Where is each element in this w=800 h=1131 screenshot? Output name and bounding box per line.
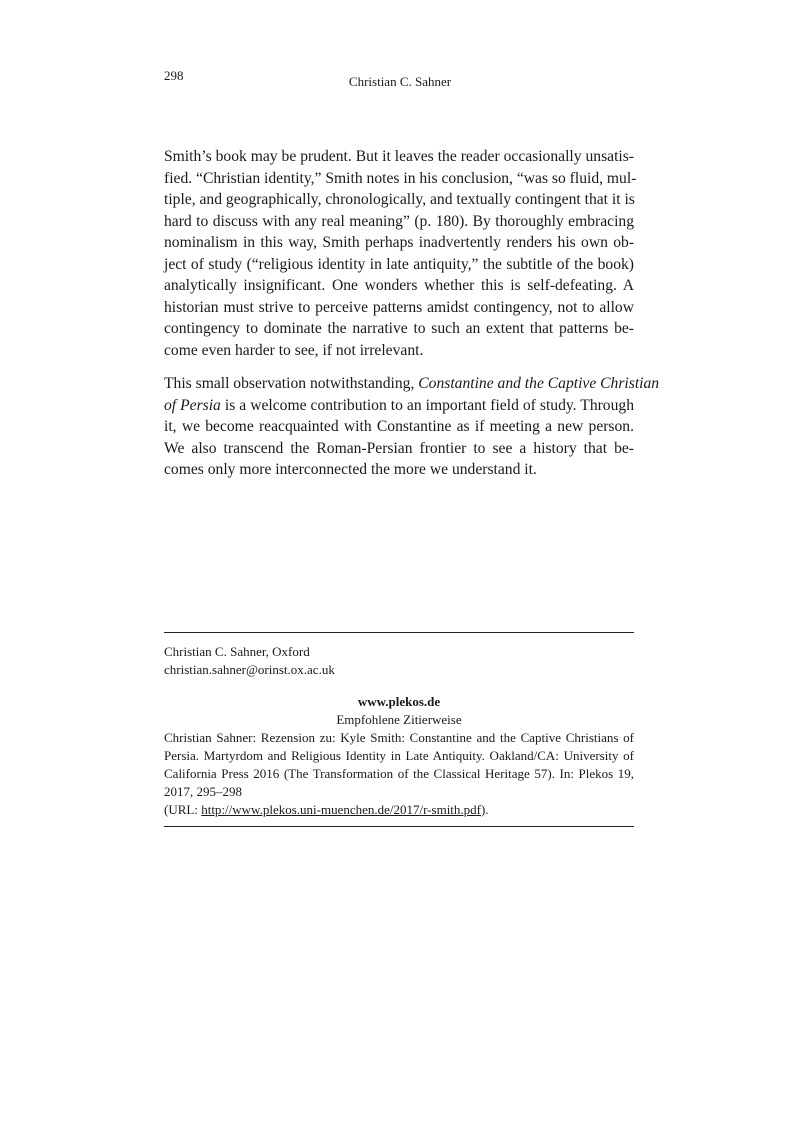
text-line: fied. “Christian identity,” Smith notes in his conclusion, “was so fluid, mul- xyxy=(164,169,637,187)
text-line: nominalism in this way, Smith perhaps inadvertently renders his own ob- xyxy=(164,234,634,251)
text-line: come even harder to see, if not irrelevant. xyxy=(164,341,424,359)
citation-url-line xyxy=(164,801,634,819)
text-line: historian must strive to perceive patterns amidst contingency, not to allow xyxy=(164,298,634,316)
text-line: tiple, and geographically, chronologically, and textually contingent that it is xyxy=(164,191,635,208)
citation-line: Persia. Martyrdom and Religious Identity in Late Antiquity. Oakland/CA: University of xyxy=(164,748,634,763)
text-span: is a welcome contribution to an important field of study. Through xyxy=(220,396,634,414)
paragraph-1 xyxy=(164,146,637,361)
signature xyxy=(164,643,634,679)
text-line: Smith’s book may be prudent. But it leaves the reader occasionally unsatis- xyxy=(164,148,634,165)
text-line: analytically insignificant. One wonders whether this is self-defeating. A xyxy=(164,277,634,294)
text-line: comes only more interconnected the more we understand it. xyxy=(164,461,537,478)
divider xyxy=(164,632,634,633)
paragraph-2 xyxy=(164,373,660,481)
text-line xyxy=(164,373,660,395)
text-line: We also transcend the Roman-Persian frontier to see a history that be- xyxy=(164,439,634,457)
citation-line: 2017, 295–298 xyxy=(164,784,242,799)
citation-heading: Empfohlene Zitierweise xyxy=(336,712,462,727)
text-line: contingency to dominate the narrative to such an extent that patterns be- xyxy=(164,320,634,337)
book-title: of Persia xyxy=(164,396,221,414)
book-title: Constantine and the Captive Christian xyxy=(418,375,660,392)
divider xyxy=(164,826,634,827)
running-head: Christian C. Sahner xyxy=(348,74,452,89)
citation-line: Christian Sahner: Rezension zu: Kyle Smith: Constantine and the Captive Christians of xyxy=(164,730,634,745)
author-email: christian.sahner@orinst.ox.ac.uk xyxy=(164,662,335,677)
text-line: hard to discuss with any real meaning” (p. 180). By thoroughly embracing xyxy=(164,212,634,230)
page-number: 298 xyxy=(164,68,184,83)
text-line xyxy=(164,395,634,417)
site-name: www.plekos.de xyxy=(357,694,441,709)
url-prefix: (URL: xyxy=(164,802,202,817)
text-span: This small observation notwithstanding, xyxy=(164,375,419,392)
citation-url-link[interactable]: http://www.plekos.uni-muenchen.de/2017/r-smith.pdf xyxy=(201,802,482,817)
text-line: it, we become reacquainted with Constantine as if meeting a new person. xyxy=(164,418,634,435)
citation-block xyxy=(164,693,634,819)
url-suffix: ). xyxy=(481,802,489,817)
citation-line: California Press 2016 (The Transformation of the Classical Heritage 57). In: Plekos 19, xyxy=(164,766,634,781)
text-line: ject of study (“religious identity in late antiquity,” the subtitle of the book) xyxy=(164,255,634,273)
author-affiliation: Christian C. Sahner, Oxford xyxy=(164,644,310,659)
